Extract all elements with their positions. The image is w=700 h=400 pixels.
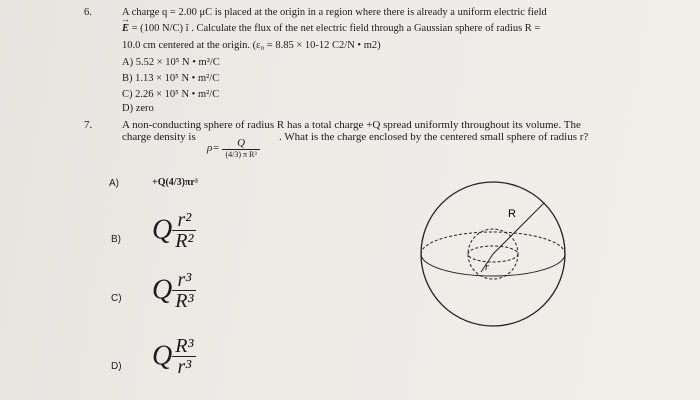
q7-option-d-label: D) <box>111 361 122 372</box>
outer-equator-back <box>421 232 565 254</box>
q6-number: 6. <box>84 7 92 18</box>
rho-fraction <box>222 137 259 159</box>
q7-option-b-expr <box>152 210 196 251</box>
q7-option-b-label: B) <box>111 234 121 245</box>
q7-option-d-expr <box>152 336 196 377</box>
q6-line3: 10.0 cm centered at the origin. (ε₀ = 8.85 × 10-12 C2/N • m2) <box>122 40 381 51</box>
q6-option-c: C) 2.26 × 10⁵ N • m²/C <box>122 89 220 100</box>
outer-equator-front <box>421 254 565 276</box>
q6-vector-symbol: → E <box>122 22 129 35</box>
q7-option-c-num: r³ <box>172 270 196 291</box>
q7-option-c-coef: Q <box>152 274 173 306</box>
q7-option-c-expr <box>152 270 196 311</box>
q6-line2-wrap <box>122 22 540 35</box>
q7-line2a: charge density is <box>122 131 196 143</box>
q6-line1: A charge q = 2.00 μC is placed at the origin in a region where there is already a uniform electric field <box>122 7 547 18</box>
inner-radius-label: r <box>485 262 489 273</box>
radius-R-line <box>493 203 544 254</box>
q7-option-c-den: R³ <box>175 290 194 312</box>
q6-option-b: B) 1.13 × 10⁵ N • m²/C <box>122 73 220 84</box>
q7-line2b: . What is the charge enclosed by the centered small sphere of radius r? <box>279 131 589 143</box>
q6-option-d: D) zero <box>122 103 154 114</box>
sphere-figure <box>413 168 573 338</box>
q7-option-b-num: r² <box>172 210 196 231</box>
charge-density-formula <box>207 137 260 159</box>
q7-option-d-num: R³ <box>172 336 196 357</box>
q7-number: 7. <box>84 119 93 131</box>
rho-denominator: (4/3) π R³ <box>225 150 257 159</box>
q7-option-c-label: C) <box>111 293 122 304</box>
outer-radius-label: R <box>508 208 516 220</box>
q7-option-a-text: +Q(4/3)πr³ <box>152 177 198 188</box>
q7-option-d-coef: Q <box>152 340 173 372</box>
q7-option-b-coef: Q <box>152 214 173 246</box>
q7-option-a-label: A) <box>109 178 119 189</box>
q7-option-c-fraction <box>172 270 196 311</box>
q7-option-d-den: r³ <box>177 356 192 378</box>
q7-option-d-fraction <box>172 336 196 377</box>
q6-option-a: A) 5.52 × 10⁵ N • m²/C <box>122 57 220 68</box>
q7-option-b-den: R² <box>175 230 194 252</box>
q6-line2: = (100 N/C) î . Calculate the flux of the net electric field through a Gaussian sphere of radius R = <box>131 23 541 34</box>
rho-numerator: Q <box>222 137 259 150</box>
q7-line1: A non-conducting sphere of radius R has a total charge +Q spread uniformly throughout its volume. The <box>122 119 581 131</box>
rho-prefix: ρ= <box>207 142 220 154</box>
q7-option-b-fraction <box>172 210 196 251</box>
